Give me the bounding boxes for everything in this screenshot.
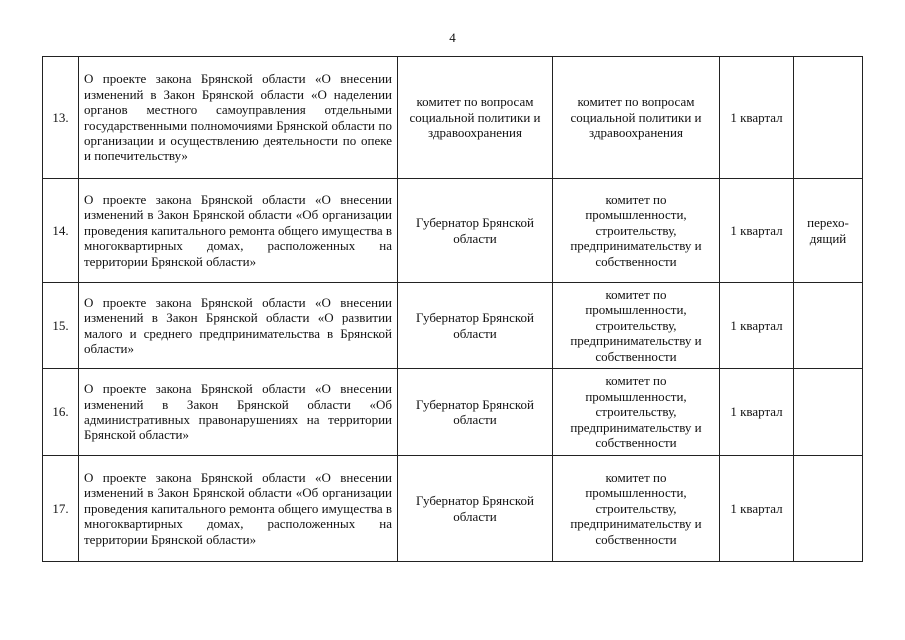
row-number: 16. [43,369,79,456]
table-row [43,57,863,179]
bill-title: О проекте закона Брянской области «О внесении изменений в Закон Брянской области «Об организации проведения капитального ремонта общего имущества в многоквартирных домах, расположенных на территории Брянской области» [79,456,398,562]
bill-title: О проекте закона Брянской области «О внесении изменений в Закон Брянской области «Об административных правонарушениях на территории Брянской области» [79,369,398,456]
legislative-plan-table [42,56,863,562]
responsible-party: Губернатор Брянской области [398,179,553,283]
deadline: 1 квартал [720,456,794,562]
table-row [43,369,863,456]
table-row [43,179,863,283]
deadline: 1 квартал [720,369,794,456]
co-executor: комитет по промышленности, строительству, предпринимательству и собственности [553,283,720,369]
note [794,456,863,562]
row-number: 15. [43,283,79,369]
responsible-party: Губернатор Брянской области [398,369,553,456]
page-number: 4 [449,30,456,45]
bill-title: О проекте закона Брянской области «О внесении изменений в Закон Брянской области «Об организации проведения капитального ремонта общего имущества в многоквартирных домах, расположенных на территории Брянской области» [79,179,398,283]
table-row [43,456,863,562]
row-number: 14. [43,179,79,283]
responsible-party: комитет по вопросам социальной политики и здравоохранения [398,57,553,179]
deadline: 1 квартал [720,57,794,179]
deadline: 1 квартал [720,283,794,369]
row-number: 13. [43,57,79,179]
co-executor: комитет по промышленности, строительству, предпринимательству и собственности [553,179,720,283]
responsible-party: Губернатор Брянской области [398,283,553,369]
note: перехо-дящий [794,179,863,283]
note [794,283,863,369]
co-executor: комитет по промышленности, строительству, предпринимательству и собственности [553,369,720,456]
table-row [43,283,863,369]
note [794,57,863,179]
deadline: 1 квартал [720,179,794,283]
co-executor: комитет по промышленности, строительству, предпринимательству и собственности [553,456,720,562]
note [794,369,863,456]
responsible-party: Губернатор Брянской области [398,456,553,562]
row-number: 17. [43,456,79,562]
bill-title: О проекте закона Брянской области «О внесении изменений в Закон Брянской области «О наделении органов местного самоуправления отдельными государственными полномочиями Брянской области по организации и осуществлению деятельности по опеке и попечительству» [79,57,398,179]
co-executor: комитет по вопросам социальной политики и здравоохранения [553,57,720,179]
bill-title: О проекте закона Брянской области «О внесении изменений в Закон Брянской области «О развитии малого и среднего предпринимательства в Брянской области» [79,283,398,369]
